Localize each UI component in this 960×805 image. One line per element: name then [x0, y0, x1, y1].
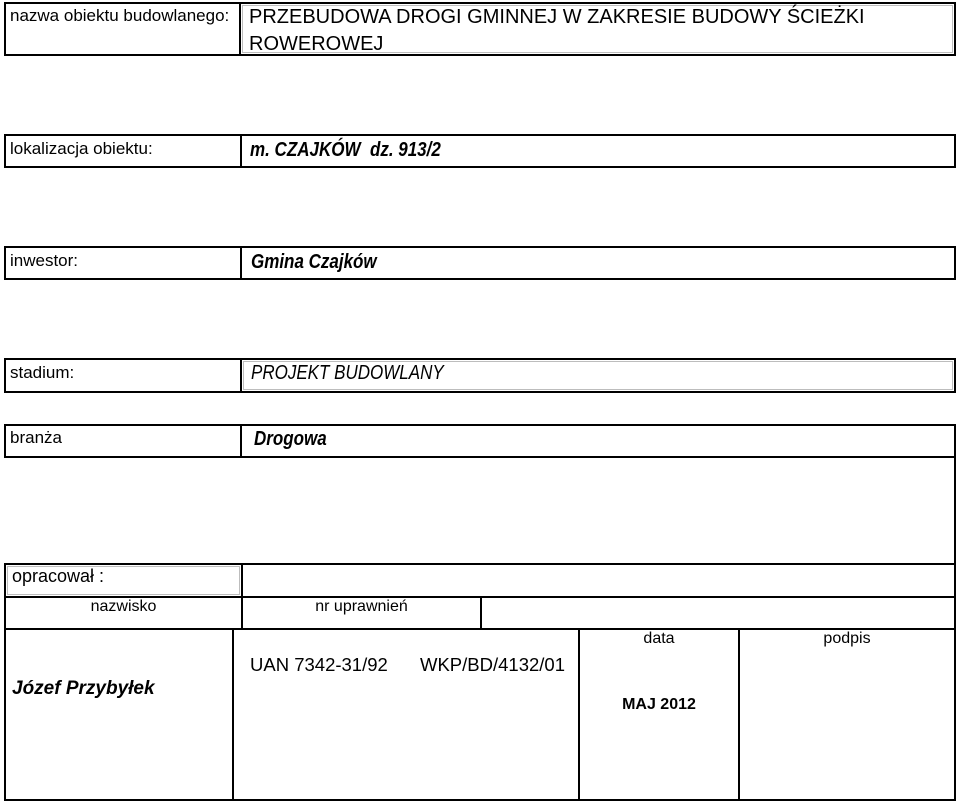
- investor-label: inwestor:: [10, 251, 79, 270]
- author-name: Józef Przybyłek: [12, 678, 155, 699]
- signature-cell: [738, 628, 956, 801]
- empty-header-cell: [480, 596, 956, 630]
- discipline-value-cell: [240, 424, 956, 458]
- prepared-by-label: opracował :: [12, 566, 105, 586]
- investor-value: Gmina Czajków: [251, 251, 377, 273]
- project-name-value: PRZEBUDOWA DROGI GMINNEJ W ZAKRESIE BUDOWY ŚCIEŻKI ROWEROWEJ: [249, 6, 865, 55]
- date-value: MAJ 2012: [622, 696, 696, 713]
- location-label: lokalizacja obiektu:: [10, 139, 153, 158]
- license-number-uan: UAN 7342-31/92: [250, 654, 388, 675]
- stage-value: PROJEKT BUDOWLANY: [251, 362, 444, 384]
- date-cell: [578, 628, 740, 801]
- date-header: data: [643, 630, 675, 647]
- prepared-by-spacer-cell: [241, 563, 956, 598]
- license-header: nr uprawnień: [315, 598, 408, 615]
- author-name-cell: [4, 628, 234, 801]
- location-value: m. CZAJKÓW dz. 913/2: [250, 139, 441, 161]
- empty-area: [240, 456, 956, 565]
- stage-label: stadium:: [10, 363, 75, 382]
- name-header: nazwisko: [90, 598, 157, 615]
- discipline-value: Drogowa: [254, 428, 327, 450]
- license-number-wkp: WKP/BD/4132/01: [420, 654, 565, 675]
- signature-header: podpis: [823, 630, 871, 647]
- discipline-label: branża: [10, 428, 62, 447]
- project-name-label: nazwa obiektu budowlanego:: [10, 6, 230, 25]
